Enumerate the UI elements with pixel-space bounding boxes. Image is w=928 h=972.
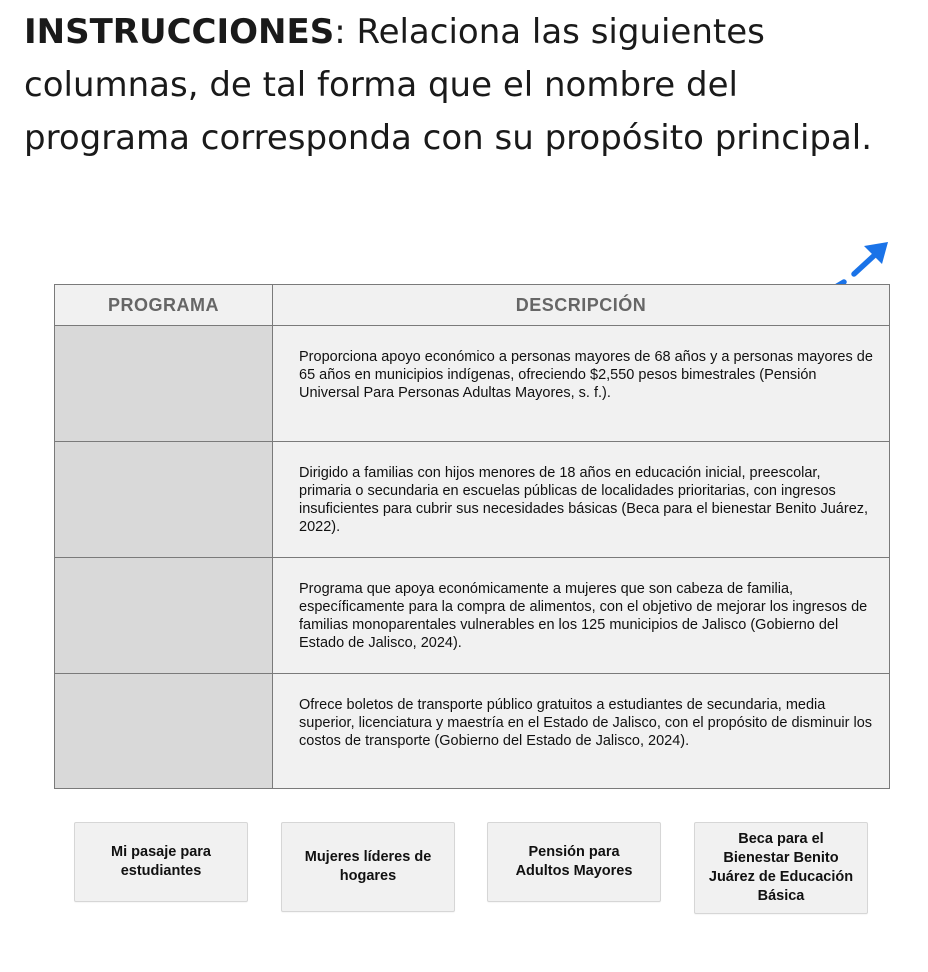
drop-zone-1[interactable] [55,326,273,442]
matching-table [54,284,890,789]
option-card-beca-benito-juarez[interactable]: Beca para el Bienestar Benito Juárez de Educación Básica [694,822,868,914]
table-header-row [55,285,890,326]
description-cell: Ofrece boletos de transporte público gratuitos a estudiantes de secundaria, media superior, licenciatura y maestría en el Estado de Jalisco, con el propósito de disminuir los costos de transporte (Gobierno del Estado de Jalisco, 2024). [273,674,890,789]
header-descripcion: DESCRIPCIÓN [273,285,890,326]
description-cell: Dirigido a familias con hijos menores de 18 años en educación inicial, preescolar, primaria o secundaria en escuelas públicas de localidades prioritarias, con ingresos insuficientes para cubrir sus necesidades básicas (Beca para el bienestar Benito Juárez, 2022). [273,442,890,558]
instructions-body: : Relaciona las siguientes columnas, de tal forma que el nombre del programa corresponda con su propósito principal. [24,12,873,158]
drop-zone-2[interactable] [55,442,273,558]
option-card-mujeres-lideres[interactable]: Mujeres líderes de hogares [281,822,455,912]
table-row [55,442,890,558]
drop-zone-3[interactable] [55,558,273,674]
table-row [55,326,890,442]
description-cell: Proporciona apoyo económico a personas mayores de 68 años y a personas mayores de 65 años en municipios indígenas, ofreciendo $2,550 pesos bimestrales (Pensión Universal Para Personas Adultas Mayores, s. f.). [273,326,890,442]
header-programa: PROGRAMA [55,285,273,326]
option-card-mi-pasaje[interactable]: Mi pasaje para estudiantes [74,822,248,902]
resize-arrow-icon[interactable] [834,240,890,288]
table-row [55,558,890,674]
option-card-pension-adultos[interactable]: Pensión para Adultos Mayores [487,822,661,902]
description-cell: Programa que apoya económicamente a mujeres que son cabeza de familia, específicamente para la compra de alimentos, con el objetivo de mejorar los ingresos de familias monoparentales vulnerables en los 125 municipios de Jalisco (Gobierno del Estado de Jalisco, 2024). [273,558,890,674]
instructions-lead: INSTRUCCIONES [24,12,335,52]
instructions-text [24,6,914,165]
drop-zone-4[interactable] [55,674,273,789]
table-row [55,674,890,789]
